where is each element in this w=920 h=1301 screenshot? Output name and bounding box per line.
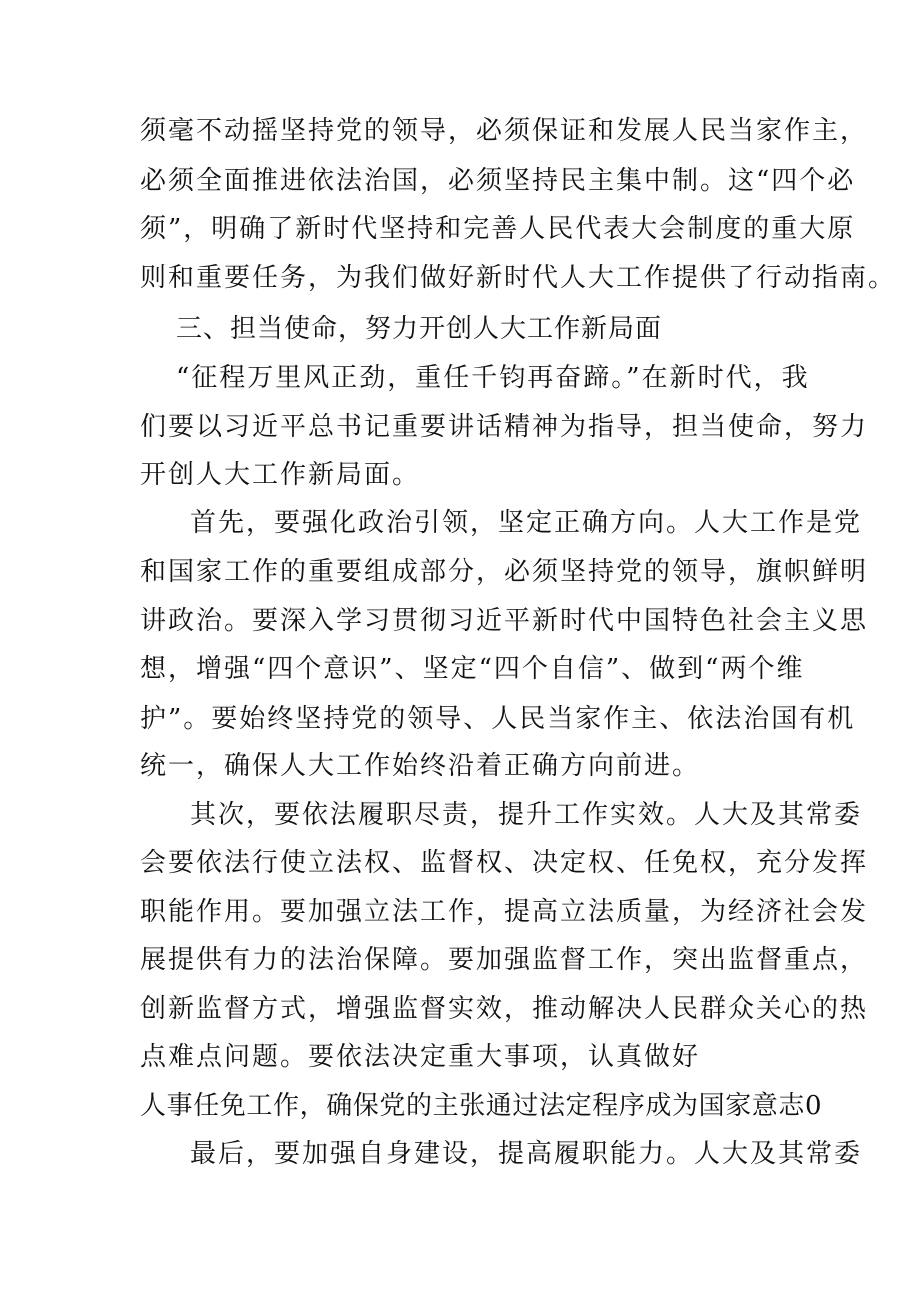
text-line: 须毫不动摇坚持党的领导，必须保证和发展人民当家作主，	[140, 116, 869, 146]
text-line: 和国家工作的重要组成部分，必须坚持党的领导，旗帜鲜明	[140, 557, 869, 587]
text-line: “征程万里风正劲，重任千钧再奋蹄。”在新时代，我	[176, 363, 810, 393]
text-line: 统一，确保人大工作始终沿着正确方向前进。	[140, 751, 701, 781]
text-line: 则和重要任务，为我们做好新时代人大工作提供了行动指南。	[140, 263, 897, 293]
text-line: 展提供有力的法治保障。要加强监督工作，突出监督重点，	[140, 945, 869, 975]
text-line: 人事任免工作，确保党的主张通过法定程序成为国家意志0	[140, 1091, 823, 1121]
text-line: 会要依法行使立法权、监督权、决定权、任免权，充分发挥	[140, 848, 869, 878]
text-line: 必须全面推进依法治国，必须坚持民主集中制。这“四个必	[140, 166, 856, 196]
text-line: 须”，明确了新时代坚持和完善人民代表大会制度的重大原	[140, 214, 856, 244]
text-line: 首先，要强化政治引领，坚定正确方向。人大工作是党	[190, 508, 863, 538]
text-line: 开创人大工作新局面。	[140, 460, 421, 490]
text-line: 职能作用。要加强立法工作，提高立法质量，为经济社会发	[140, 897, 869, 927]
text-line: 们要以习近平总书记重要讲话精神为指导，担当使命，努力	[140, 412, 869, 442]
text-line: 点难点问题。要依法决定重大事项，认真做好	[140, 1042, 701, 1072]
section-heading: 三、担当使命，努力开创人大工作新局面	[176, 314, 663, 344]
text-line: 讲政治。要深入学习贯彻习近平新时代中国特色社会主义思	[140, 606, 869, 636]
text-line: 其次，要依法履职尽责，提升工作实效。人大及其常委	[190, 800, 863, 830]
text-line: 创新监督方式，增强监督实效，推动解决人民群众关心的热	[140, 994, 869, 1024]
text-line: 护”。要始终坚持党的领导、人民当家作主、依法治国有机	[140, 704, 856, 734]
text-line: 最后，要加强自身建设，提高履职能力。人大及其常委	[190, 1139, 863, 1169]
text-line: 想，增强“四个意识”、坚定“四个自信”、做到“两个维	[140, 654, 805, 684]
